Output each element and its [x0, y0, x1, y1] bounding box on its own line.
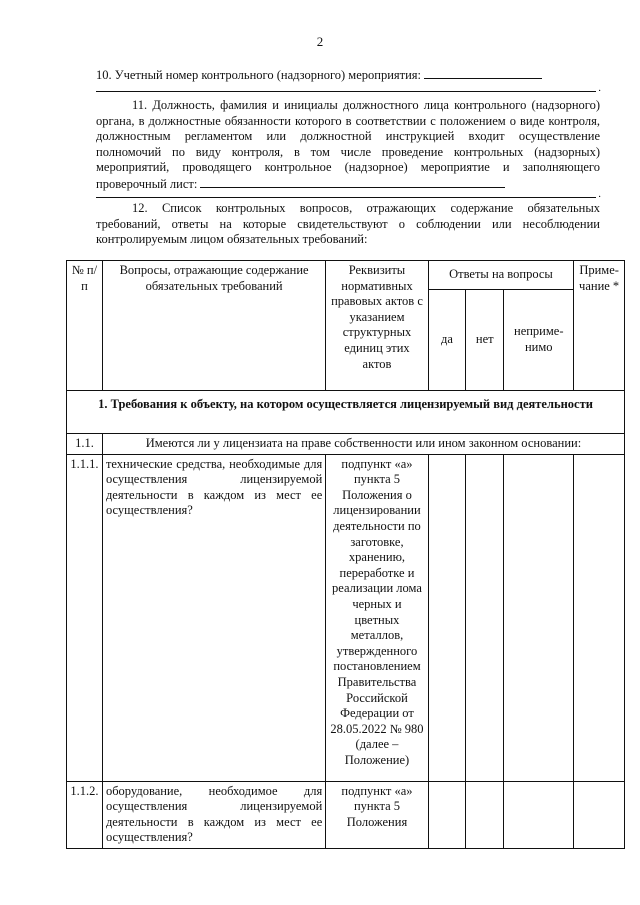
item-11 [96, 98, 600, 193]
header-answers: Ответы на вопросы [428, 261, 574, 290]
row-question: оборудование, необходимое для осуществления лицензируемой деятельности в каждом из мест ее осуществления? [102, 781, 325, 848]
item-11-fill-line [200, 176, 505, 188]
row-requisites: подпункт «а» пункта 5 Положения о лицензировании деятельности по заготовке, хранению, переработке и реализации лома черных и цветных металлов, утвержденного постановлением Правительства Российской Федерации от 28.05.2022 № 980 (далее – Положение) [326, 454, 428, 781]
answer-na-cell[interactable] [504, 781, 574, 848]
note-cell[interactable] [574, 781, 625, 848]
answer-yes-cell[interactable] [428, 781, 466, 848]
section-row [67, 391, 625, 434]
answer-no-cell[interactable] [466, 454, 504, 781]
answer-yes-cell[interactable] [428, 454, 466, 781]
header-yes: да [428, 290, 466, 391]
item-12 [96, 201, 600, 248]
item-11-rule: . [96, 197, 596, 198]
header-note: Приме-чание * [574, 261, 625, 391]
item-11-text: 11. Должность, фамилия и инициалы должностного лица контрольного (надзорного) органа, в должностные обязанности которого в соответствии с положением о виде контроля, должностным регламентом или должностной инструкцией входит осуществление полномочий по виду контроля, в том числе проведение контрольных (надзорных) мероприятий, проводящего контрольное (надзорное) мероприятие и заполняющего проверочный лист: [96, 98, 600, 191]
row-num: 1.1.1. [67, 454, 103, 781]
item-10-label: 10. Учетный номер контрольного (надзорного) мероприятия: [96, 68, 422, 82]
header-requisites: Реквизиты нормативных правовых актов с указанием структурных единиц этих актов [326, 261, 428, 391]
row-question: технические средства, необходимые для осуществления лицензируемой деятельности в каждом из мест ее осуществления? [102, 454, 325, 781]
table-header-row [67, 261, 625, 290]
item-10 [96, 66, 600, 83]
row-num: 1.1.2. [67, 781, 103, 848]
header-no: нет [466, 290, 504, 391]
table-row [67, 454, 625, 781]
note-cell[interactable] [574, 454, 625, 781]
row-requisites: подпункт «а» пункта 5 Положения [326, 781, 428, 848]
header-na: неприме-нимо [504, 290, 574, 391]
answer-na-cell[interactable] [504, 454, 574, 781]
row-num: 1.1. [67, 434, 103, 455]
table-row [67, 434, 625, 455]
table-row [67, 781, 625, 848]
section-title: 1. Требования к объекту, на котором осуществляется лицензируемый вид деятельности [67, 391, 625, 434]
item-10-fill-line [424, 66, 542, 79]
answer-no-cell[interactable] [466, 781, 504, 848]
item-10-rule: . [96, 91, 596, 92]
checklist-table [66, 260, 625, 849]
item-12-text: 12. Список контрольных вопросов, отражающих содержание обязательных требований, ответы на которые свидетельствуют о соблюдении или несоблюдении контролируемым лицом обязательных требований: [96, 201, 600, 247]
page-number: 2 [316, 34, 324, 49]
header-num: № п/п [67, 261, 103, 391]
header-questions: Вопросы, отражающие содержание обязательных требований [102, 261, 325, 391]
row-group-text: Имеются ли у лицензиата на праве собственности или ином законном основании: [102, 434, 624, 455]
